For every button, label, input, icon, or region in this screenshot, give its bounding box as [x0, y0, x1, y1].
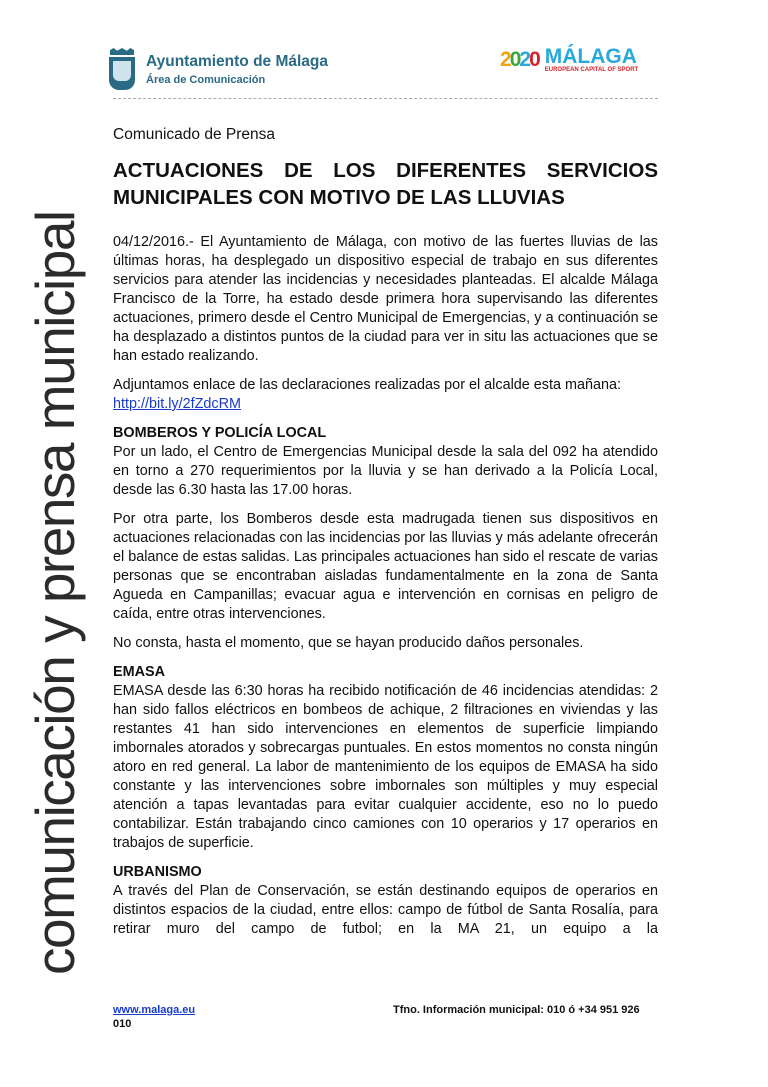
intro-paragraph: 04/12/2016.- El Ayuntamiento de Málaga, con motivo de las fuertes lluvias de las últimas horas, ha desplegado un dispositivo especial de trabajo en sus diferentes servicios para atender las incidencias y necesidades planteadas. El alcalde Málaga Francisco de la Torre, ha estado desde primera hora supervisando las diferentes actuaciones, primero desde el Centro Municipal de Emergencias, y a continuación se ha desplazado a distintos puntos de la ciudad para ver in situ las actuaciones que se han estado realizando.: [113, 234, 658, 364]
paragraph: EMASA desde las 6:30 horas ha recibido notificación de 46 incidencias atendidas: 2 han sido fallos eléctricos en bombeos de achique, 2 filtraciones en viviendas y las restantes 41 han sido intervenciones en elementos de superficie limpiando imbornales atorados y sobrecargas puntuales. En estos momentos no consta ningún atoro en red general. La labor de mantenimiento de los equipos de EMASA ha sido constante y las intervenciones sobre imbornales son múltiples y muy especial atención a tapas levantadas para evitar cualquier accidente, eso no lo puedo contabilizar. Están trabajando cinco camiones con 10 operarios y 17 operarios en trabajos de superficie.: [113, 683, 658, 851]
section-heading: EMASA: [113, 664, 165, 680]
doc-type: Comunicado de Prensa: [113, 126, 275, 143]
org-dept: Área de Comunicación: [146, 73, 266, 86]
paragraph: Por un lado, el Centro de Emergencias Municipal desde la sala del 092 ha atendido en torno a 270 requerimientos por la lluvia y se han derivado a la Policía Local, desde las 6.30 hasta las 17.00 horas.: [113, 444, 658, 498]
logo-tagline: EUROPEAN CAPITAL OF SPORT: [544, 67, 639, 73]
paragraph: No consta, hasta el momento, que se hayan producido daños personales.: [113, 635, 584, 651]
coat-of-arms-icon: [108, 48, 136, 90]
link-intro: Adjuntamos enlace de las declaraciones realizadas por el alcalde esta mañana:: [113, 377, 621, 393]
header-divider: [113, 98, 658, 99]
website-link[interactable]: www.malaga.eu: [113, 1004, 196, 1016]
declarations-link[interactable]: http://bit.ly/2fZdcRM: [113, 396, 241, 412]
logo-city: MÁLAGA: [544, 45, 637, 68]
paragraph: Por otra parte, los Bomberos desde esta madrugada tienen sus dispositivos en actuaciones relacionadas con las incidencias por las lluvias y más adelante ofrecerán el balance de estas salidas. Las principales actuaciones han sido el rescate de varias personas que se encontraban aisladas fundamentalmente en la zona de Santa Agueda en Campanillas; evacuar agua e intervención en cornisas en peligro de caída, entre otras intervenciones.: [113, 511, 658, 622]
section-heading: URBANISMO: [113, 864, 202, 880]
capital-of-sport-logo: [500, 46, 638, 73]
press-release-body: [113, 125, 658, 949]
paragraph: A través del Plan de Conservación, se están destinando equipos de operarios en distintos espacios de la ciudad, entre ellos: campo de fútbol de Santa Rosalía, para retirar muro del campo de futbol; en la MA 21, un equipo a la: [113, 883, 658, 937]
page-title: ACTUACIONES DE LOS DIFERENTES SERVICIOS MUNICIPALES CON MOTIVO DE LAS LLUVIAS: [113, 159, 658, 209]
logo-year: 2020: [500, 47, 539, 71]
section-heading: BOMBEROS Y POLICÍA LOCAL: [113, 425, 327, 441]
phone-info-text: Tfno. Información municipal: 010 ó +34 951 926 010: [113, 1004, 640, 1030]
footer: [113, 1003, 658, 1030]
sidebar-vertical-label: comunicación y prensa municipal: [24, 211, 86, 975]
ayuntamiento-logo: [108, 48, 328, 90]
link-paragraph: [113, 376, 658, 414]
org-name: Ayuntamiento de Málaga: [146, 52, 329, 70]
